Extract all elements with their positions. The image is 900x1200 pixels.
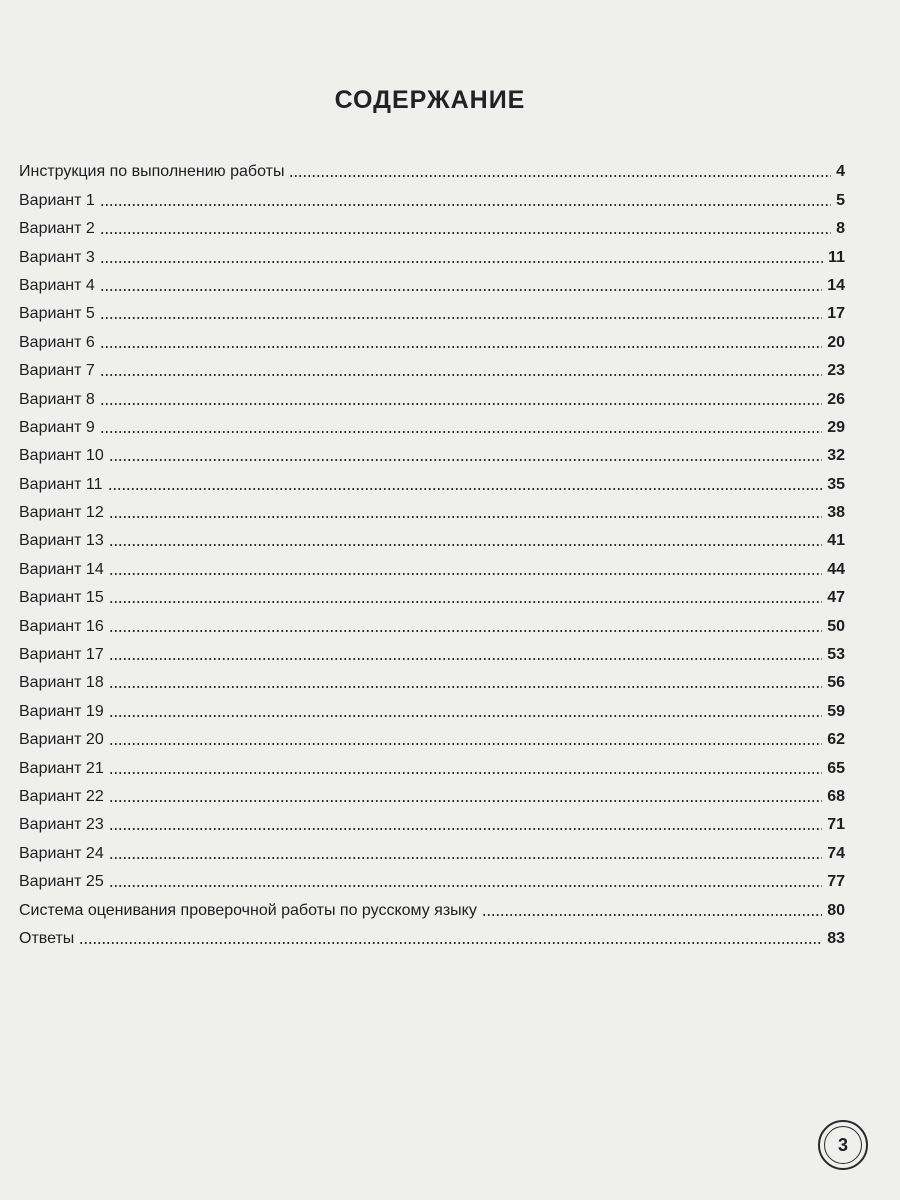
toc-entry-page: 38 — [827, 504, 845, 522]
toc-entry — [19, 835, 845, 863]
toc-entry — [19, 495, 845, 523]
toc-dot-leader — [109, 601, 822, 603]
toc-entry-title: Вариант 21 — [19, 759, 104, 777]
toc-dot-leader — [109, 686, 822, 688]
toc-entry-title: Ответы — [19, 929, 75, 947]
toc-entry — [19, 608, 845, 636]
page-number: 3 — [837, 1134, 848, 1155]
toc-dot-leader — [109, 857, 822, 859]
toc-entry-title: Вариант 20 — [19, 731, 104, 749]
toc-dot-leader — [109, 544, 822, 546]
toc-dot-leader — [100, 261, 823, 263]
toc-entry — [19, 779, 845, 807]
toc-dot-leader — [79, 942, 822, 944]
toc-entry-title: Вариант 7 — [19, 362, 95, 380]
toc-entry — [19, 381, 845, 409]
toc-entry — [19, 750, 845, 778]
toc-dot-leader — [100, 431, 822, 433]
toc-dot-leader — [100, 403, 822, 405]
toc-entry — [19, 410, 845, 438]
toc-dot-leader — [109, 516, 822, 518]
toc-dot-leader — [289, 175, 831, 177]
toc-entry-page: 53 — [827, 646, 845, 664]
toc-dot-leader — [109, 828, 822, 830]
toc-dot-leader — [100, 289, 822, 291]
toc-entry — [19, 353, 845, 381]
toc-entry-page: 56 — [827, 674, 845, 692]
toc-entry-title: Вариант 4 — [19, 276, 95, 294]
toc-entry — [19, 580, 845, 608]
toc-entry — [19, 438, 845, 466]
toc-entry-page: 62 — [827, 731, 845, 749]
toc-entry-title: Вариант 19 — [19, 702, 104, 720]
toc-entry-page: 59 — [827, 702, 845, 720]
toc-entry-title: Вариант 10 — [19, 447, 104, 465]
toc-entry — [19, 665, 845, 693]
toc-entry — [19, 551, 845, 579]
toc-dot-leader — [100, 232, 831, 234]
toc-entry-title: Вариант 1 — [19, 191, 95, 209]
toc-entry-page: 41 — [827, 532, 845, 550]
toc-dot-leader — [109, 715, 822, 717]
toc-entry-page: 17 — [827, 305, 845, 323]
toc-entry-title: Вариант 16 — [19, 617, 104, 635]
toc-entry-page: 35 — [827, 475, 845, 493]
toc-entry-page: 29 — [827, 418, 845, 436]
toc-entry — [19, 211, 845, 239]
toc-dot-leader — [100, 317, 822, 319]
toc-entry-title: Вариант 14 — [19, 560, 104, 578]
toc-entry — [19, 921, 845, 949]
toc-entry-page: 50 — [827, 617, 845, 635]
toc-entry-title: Вариант 18 — [19, 674, 104, 692]
toc-dot-leader — [109, 885, 822, 887]
toc-entry-page: 11 — [828, 248, 845, 266]
toc-entry-title: Вариант 6 — [19, 333, 95, 351]
toc-dot-leader — [100, 374, 822, 376]
toc-entry — [19, 637, 845, 665]
toc-entry — [19, 892, 845, 920]
toc-entry — [19, 523, 845, 551]
toc-entry-page: 8 — [836, 220, 845, 238]
toc-dot-leader — [109, 630, 822, 632]
toc-entry-page: 77 — [827, 873, 845, 891]
toc-entry-page: 4 — [836, 163, 845, 181]
toc-entry — [19, 807, 845, 835]
toc-entry-page: 47 — [827, 589, 845, 607]
toc-entry-page: 71 — [827, 816, 845, 834]
toc-dot-leader — [109, 573, 822, 575]
toc-entry-title: Вариант 22 — [19, 787, 104, 805]
toc-entry-page: 23 — [827, 362, 845, 380]
toc-entry-title: Вариант 25 — [19, 873, 104, 891]
toc-entry-page: 68 — [827, 787, 845, 805]
toc-entry — [19, 693, 845, 721]
toc-entry-page: 83 — [827, 929, 845, 947]
toc-entry — [19, 324, 845, 352]
toc-entry-page: 5 — [836, 191, 845, 209]
table-of-contents — [19, 154, 845, 949]
toc-entry — [19, 182, 845, 210]
toc-entry — [19, 268, 845, 296]
toc-entry-title: Вариант 23 — [19, 816, 104, 834]
toc-entry-title: Вариант 8 — [19, 390, 95, 408]
toc-entry — [19, 466, 845, 494]
toc-entry-title: Вариант 17 — [19, 646, 104, 664]
toc-dot-leader — [482, 914, 822, 916]
toc-entry-title: Вариант 12 — [19, 504, 104, 522]
toc-entry-page: 14 — [827, 276, 845, 294]
toc-entry-page: 32 — [827, 447, 845, 465]
toc-entry — [19, 722, 845, 750]
toc-entry-title: Вариант 11 — [19, 475, 103, 493]
toc-entry — [19, 296, 845, 324]
toc-entry-title: Инструкция по выполнению работы — [19, 163, 285, 181]
toc-entry — [19, 864, 845, 892]
toc-entry-title: Вариант 24 — [19, 844, 104, 862]
toc-entry-title: Вариант 15 — [19, 589, 104, 607]
toc-dot-leader — [109, 800, 822, 802]
toc-entry-page: 74 — [827, 844, 845, 862]
toc-entry-title: Вариант 2 — [19, 220, 95, 238]
toc-dot-leader — [109, 772, 822, 774]
toc-entry-title: Вариант 3 — [19, 248, 95, 266]
toc-dot-leader — [100, 346, 822, 348]
toc-entry-title: Вариант 9 — [19, 418, 95, 436]
toc-dot-leader — [108, 488, 823, 490]
toc-entry-title: Вариант 5 — [19, 305, 95, 323]
toc-entry-page: 26 — [827, 390, 845, 408]
toc-entry-title: Система оценивания проверочной работы по русскому языку — [19, 901, 477, 919]
toc-entry — [19, 239, 845, 267]
toc-entry-title: Вариант 13 — [19, 532, 104, 550]
toc-dot-leader — [100, 204, 831, 206]
toc-dot-leader — [109, 459, 822, 461]
page-number-badge — [818, 1120, 868, 1170]
toc-entry-page: 80 — [827, 901, 845, 919]
toc-dot-leader — [109, 658, 822, 660]
page-title: СОДЕРЖАНИЕ — [334, 86, 526, 114]
toc-dot-leader — [109, 743, 822, 745]
toc-entry-page: 44 — [827, 560, 845, 578]
toc-entry-page: 20 — [827, 333, 845, 351]
toc-entry-page: 65 — [827, 759, 845, 777]
toc-entry — [19, 154, 845, 182]
